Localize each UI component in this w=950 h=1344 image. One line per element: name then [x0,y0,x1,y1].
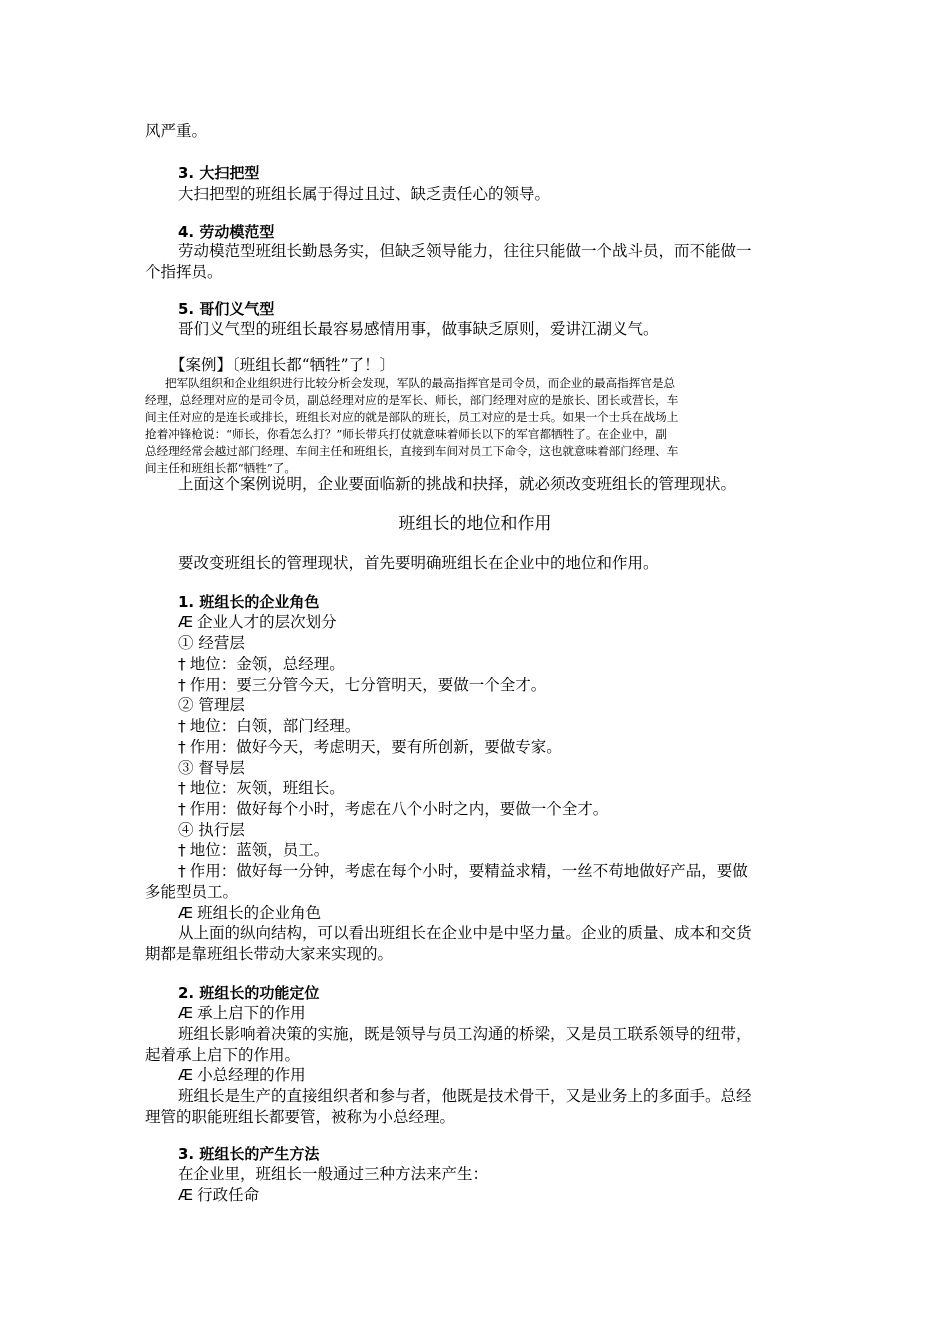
dagger-bullet-icon: † [178,841,186,859]
arrow-bullet-icon: Æ [178,613,194,631]
bullet-text: 地位：灰领，班组长。 [189,779,345,797]
dagger-bullet-icon: † [178,862,186,880]
arrow-bullet-icon: Æ [178,1004,194,1022]
dagger-bullet-icon: † [178,800,186,818]
arrow-bullet-icon: Æ [178,904,194,922]
subheading-2: 2. 班组长的功能定位 [178,984,320,1002]
subheading-3: 3. 班组长的产生方法 [178,1145,320,1163]
dagger-bullet-icon: † [178,738,186,756]
case-text-line: 抢着冲锋枪说：“师长，你看怎么打？”师长带兵打仗就意味着师长以下的军官都牺牲了。在企业中，副 [145,427,667,441]
paragraph-line: 个指挥员。 [145,263,223,281]
paragraph-line: 班组长是生产的直接组织者和参与者，他既是技术骨干，又是业务上的多面手。总经 [178,1087,752,1105]
case-text-line: 间主任对应的是连长或排长，班组长对应的就是部队的班长，员工对应的是士兵。如果一个士兵在战场上 [145,410,679,424]
dagger-line [178,654,810,674]
subheading-1: 1. 班组长的企业角色 [178,593,320,611]
heading-type-5: 5. 哥们义气型 [178,300,275,318]
bullet-text: 小总经理的作用 [197,1066,306,1084]
paragraph-line: 上面这个案例说明，企业要面临新的挑战和抉择，就必须改变班组长的管理现状。 [178,475,737,493]
paragraph-line: 期都是靠班组长带动大家来实现的。 [145,945,394,963]
paragraph-line: 风严重。 [145,122,208,140]
level-heading: ④ 执行层 [178,821,245,839]
arrow-bullet-icon: Æ [178,1066,194,1084]
paragraph-line: 班组长影响着决策的实施，既是领导与员工沟通的桥梁，又是员工联系领导的纽带， [178,1025,752,1043]
paragraph-line: 劳动模范型班组长勤恳务实，但缺乏领导能力，往往只能做一个战斗员，而不能做一 [178,242,752,260]
level-heading: ② 管理层 [178,696,245,714]
paragraph-line: 理管的职能班组长都要管，被称为小总经理。 [145,1108,456,1126]
bullet-text: 地位：蓝领，员工。 [189,841,330,859]
bullet-text: 作用：做好今天，考虑明天，要有所创新，要做专家。 [189,738,562,756]
dagger-line [178,716,810,736]
case-title: 【案例】〔班组长都“牺牲”了！〕 [170,356,396,374]
bullet-line [178,1185,810,1205]
dagger-line [178,840,810,860]
case-text-line: 把军队组织和企业组织进行比较分析会发现，军队的最高指挥官是司令员，而企业的最高指挥官是总 [165,376,676,390]
dagger-bullet-icon: † [178,676,186,694]
bullet-line [178,903,810,923]
heading-type-3: 3. 大扫把型 [178,164,260,182]
dagger-line [178,861,810,881]
paragraph-line: 在企业里，班组长一般通过三种方法来产生： [178,1165,489,1183]
level-heading: ① 经营层 [178,634,245,652]
bullet-line [178,1065,810,1085]
case-text-line: 总经理经常会越过部门经理、车间主任和班组长，直接到车间对员工下命令，这也就意味着部门经理、车 [145,444,679,458]
dagger-line [178,675,810,695]
paragraph-line: 从上面的纵向结构，可以看出班组长在企业中是中坚力量。企业的质量、成本和交货 [178,924,752,942]
bullet-line [178,1003,810,1023]
bullet-text: 承上启下的作用 [197,1004,306,1022]
dagger-bullet-icon: † [178,779,186,797]
bullet-text: 作用：做好每一分钟，考虑在每个小时，要精益求精，一丝不苟地做好产品，要做 [189,862,748,880]
paragraph-line: 大扫把型的班组长属于得过且过、缺乏责任心的领导。 [178,185,551,203]
bullet-line [178,612,810,632]
paragraph-line: 起着承上启下的作用。 [145,1046,301,1064]
bullet-text: 作用：做好每个小时，考虑在八个小时之内，要做一个全才。 [189,800,609,818]
dagger-line [178,737,810,757]
dagger-line [178,778,810,798]
bullet-text: 班组长的企业角色 [197,904,322,922]
paragraph-line: 哥们义气型的班组长最容易感情用事，做事缺乏原则，爱讲江湖义气。 [178,320,659,338]
dagger-line [178,799,810,819]
level-heading: ③ 督导层 [178,759,245,777]
bullet-text: 企业人才的层次划分 [197,613,337,631]
paragraph-line: 要改变班组长的管理现状，首先要明确班组长在企业中的地位和作用。 [178,554,659,572]
paragraph-line: 多能型员工。 [145,883,239,901]
dagger-bullet-icon: † [178,717,186,735]
section-title: 班组长的地位和作用 [398,514,552,534]
arrow-bullet-icon: Æ [178,1186,194,1204]
bullet-text: 地位：白领，部门经理。 [189,717,361,735]
bullet-text: 地位：金领，总经理。 [189,655,345,673]
bullet-text: 行政任命 [197,1186,260,1204]
case-text-line: 经理，总经理对应的是司令员，副总经理对应的是军长、师长，部门经理对应的是旅长、团长或营长，车 [145,393,679,407]
heading-type-4: 4. 劳动模范型 [178,223,275,241]
bullet-text: 作用：要三分管今天，七分管明天，要做一个全才。 [189,676,547,694]
dagger-bullet-icon: † [178,655,186,673]
case-text-line: 间主任和班组长都“牺牲”了。 [145,461,296,475]
